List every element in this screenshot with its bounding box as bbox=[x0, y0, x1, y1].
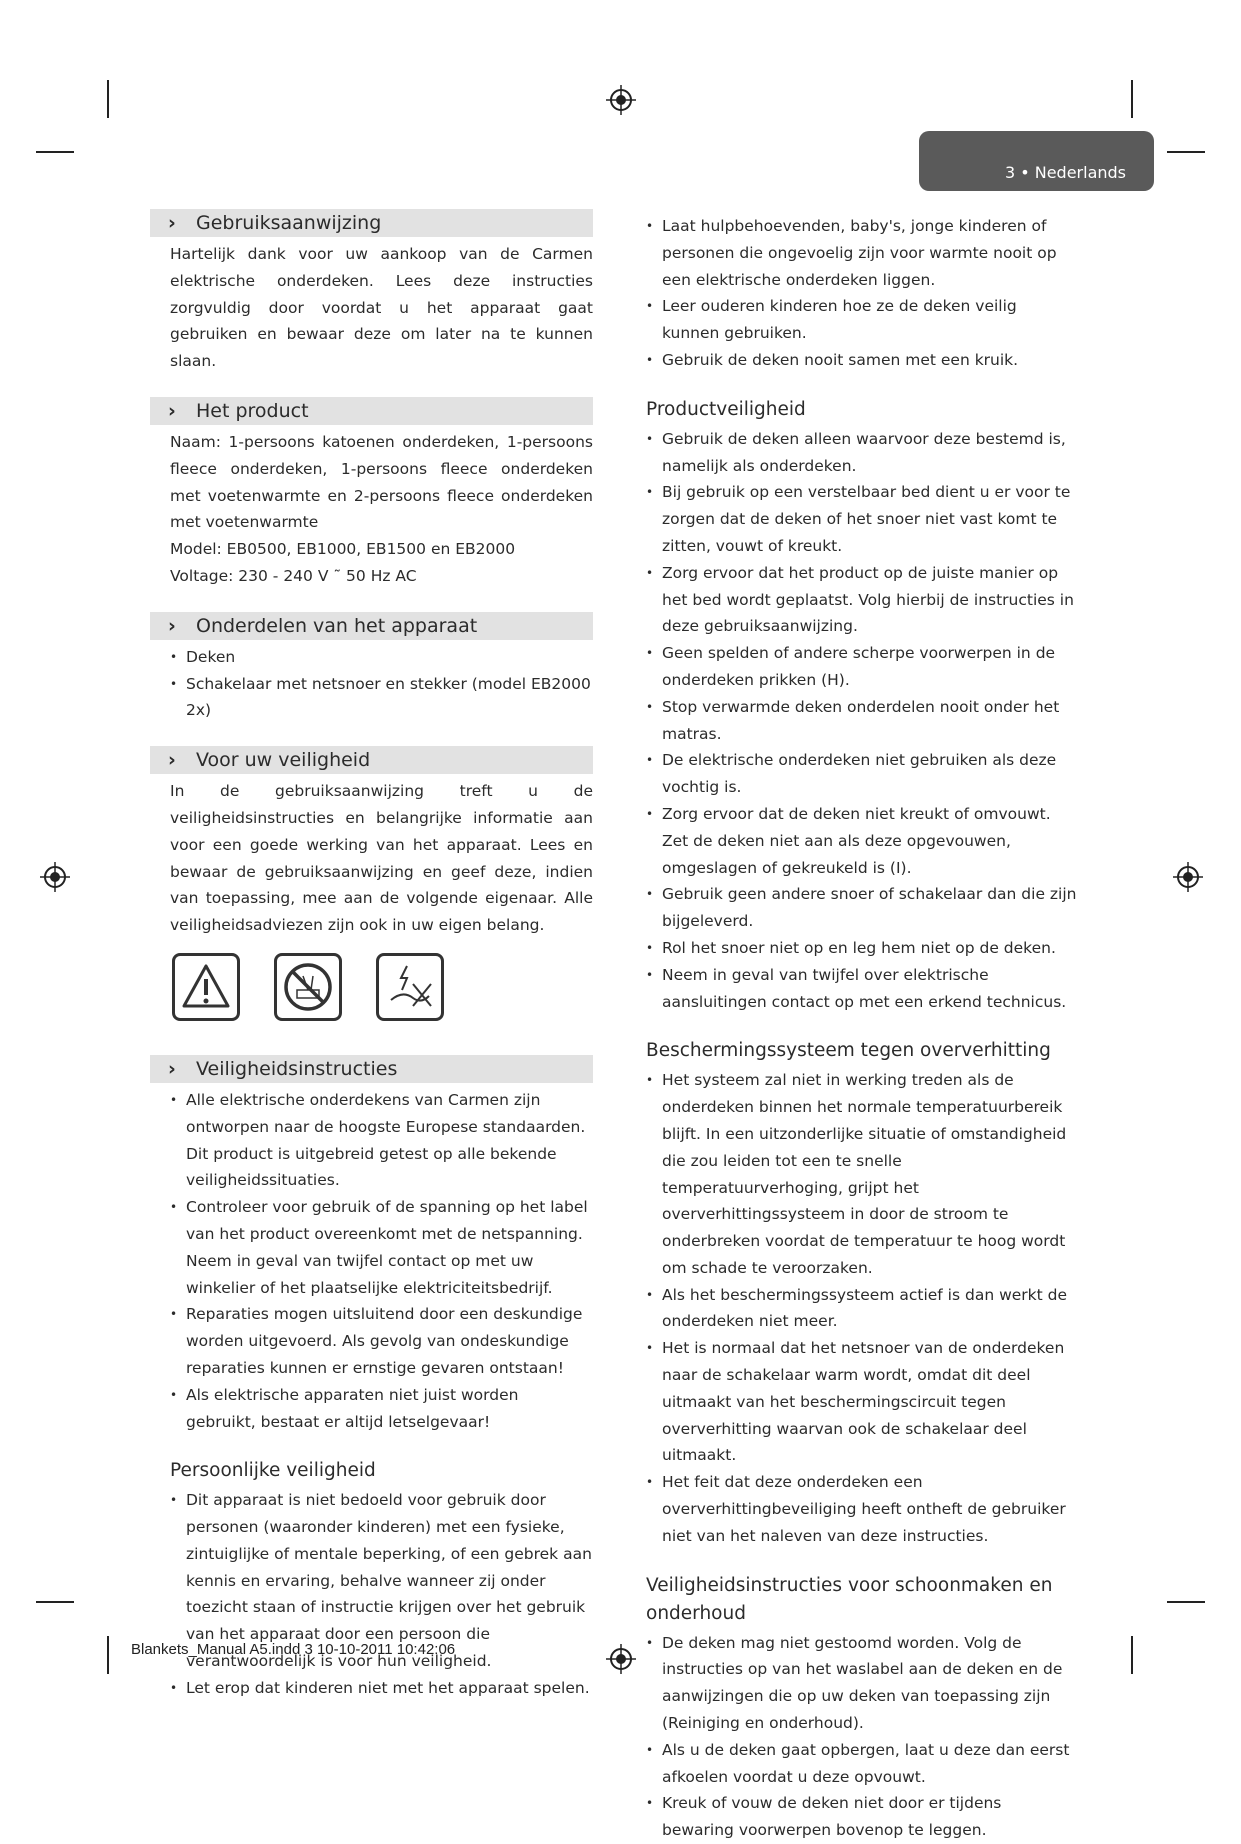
instructions-list bbox=[150, 1087, 593, 1435]
list-item: • Gebruik de deken alleen waarvoor deze bestemd is, namelijk als onderdeken. bbox=[646, 426, 1078, 480]
left-column bbox=[150, 209, 593, 1702]
list-item: • Het feit dat deze onderdeken een oververhittingbeveiliging heeft ontheft de gebruiker niet van het naleven van deze instructies. bbox=[646, 1469, 1078, 1549]
crop-mark bbox=[1167, 151, 1205, 153]
personal-safety-list bbox=[150, 1487, 593, 1701]
list-item: • Als elektrische apparaten niet juist worden gebruikt, bestaat er altijd letselgevaar! bbox=[170, 1382, 593, 1436]
registration-mark-icon bbox=[606, 85, 636, 115]
safety-text: In de gebruiksaanwijzing treft u de veiligheidsinstructies en belangrijke informatie aan voor een goede werking van het apparaat. Lees en bewaar de gebruiksaanwijzing en geef deze, indien van toepassing, mee aan de volgende eigenaar. Alle veiligheidsadviezen zijn ook in uw eigen belang. bbox=[170, 782, 593, 935]
crop-mark bbox=[1131, 1636, 1133, 1674]
warning-icons bbox=[172, 953, 593, 1033]
registration-mark-icon bbox=[606, 1644, 636, 1674]
cleaning-list bbox=[646, 1630, 1078, 1844]
list-item: • Deken bbox=[170, 644, 593, 671]
parts-list bbox=[150, 644, 593, 724]
right-column bbox=[646, 213, 1078, 1844]
list-item: • Leer ouderen kinderen hoe ze de deken veilig kunnen gebruiken. bbox=[646, 293, 1078, 347]
list-item: • Laat hulpbehoevenden, baby's, jonge kinderen of personen die ongevoelig zijn voor warmte nooit op een elektrische onderdeken liggen. bbox=[646, 213, 1078, 293]
chevron-right-icon: › bbox=[168, 212, 176, 234]
list-item: • Neem in geval van twijfel over elektrische aansluitingen contact op met een erkend technicus. bbox=[646, 962, 1078, 1016]
electric-shock-icon bbox=[376, 953, 444, 1021]
registration-mark-icon bbox=[1173, 862, 1203, 892]
warning-triangle-icon bbox=[172, 953, 240, 1021]
list-item: • Alle elektrische onderdekens van Carmen zijn ontworpen naar de hoogste Europese standaarden. Dit product is uitgebreid getest op alle bekende veiligheidssituaties. bbox=[170, 1087, 593, 1194]
crop-mark bbox=[107, 80, 109, 118]
crop-mark bbox=[107, 1636, 109, 1674]
page-number-label: 3 • Nederlands bbox=[1004, 163, 1126, 182]
subheading-cleaning: Veiligheidsinstructies voor schoonmaken en onderhoud bbox=[646, 1574, 1053, 1624]
list-item: • Zorg ervoor dat het product op de juiste manier op het bed wordt geplaatst. Volg hierbij de instructies in deze gebruiksaanwijzing. bbox=[646, 560, 1078, 640]
chevron-right-icon: › bbox=[168, 1057, 176, 1080]
list-item: • Controleer voor gebruik of de spanning op het label van het product overeenkomt met de netspanning. Neem in geval van twijfel contact op met uw winkelier of het plaatselijke elektriciteitsbedrijf. bbox=[170, 1194, 593, 1301]
chevron-right-icon: › bbox=[168, 614, 176, 637]
list-item: • Het systeem zal niet in werking treden als de onderdeken binnen het normale temperatuurbereik blijft. In een uitzonderlijke situatie of omstandigheid die zou leiden tot een te snelle temperatuurverhoging, grijpt het oververhittingssysteem in door de stroom te onderbreken voordat de temperatuur te hoog wordt om schade te veroorzaken. bbox=[646, 1067, 1078, 1281]
chevron-right-icon: › bbox=[168, 749, 176, 772]
list-item: • De elektrische onderdeken niet gebruiken als deze vochtig is. bbox=[646, 747, 1078, 801]
list-item: • Geen spelden of andere scherpe voorwerpen in de onderdeken prikken (H). bbox=[646, 640, 1078, 694]
chevron-right-icon: › bbox=[168, 399, 176, 422]
subheading-personal-safety: Persoonlijke veiligheid bbox=[170, 1460, 376, 1482]
overheat-list bbox=[646, 1067, 1078, 1549]
list-item: • Zorg ervoor dat de deken niet kreukt of omvouwt. Zet de deken niet aan als deze opgevouwen, omgeslagen of gekreukeld is (I). bbox=[646, 801, 1078, 881]
list-item: • Stop verwarmde deken onderdelen nooit onder het matras. bbox=[646, 694, 1078, 748]
list-item: • Let erop dat kinderen niet met het apparaat spelen. bbox=[170, 1675, 593, 1702]
product-model: Model: EB0500, EB1000, EB1500 en EB2000 bbox=[170, 540, 516, 559]
subheading-product-safety: Productveiligheid bbox=[646, 398, 806, 420]
list-item: • Rol het snoer niet op en leg hem niet op de deken. bbox=[646, 935, 1078, 962]
list-item: • Bij gebruik op een verstelbaar bed dient u er voor te zorgen dat de deken of het snoer niet vast komt te zitten, vouwt of kreukt. bbox=[646, 479, 1078, 559]
section-heading-parts: › Onderdelen van het apparaat bbox=[150, 612, 593, 640]
print-slug: Blankets_Manual A5.indd 3 10-10-2011 10:42:06 bbox=[131, 1641, 456, 1658]
list-item: • Gebruik geen andere snoer of schakelaar dan die zijn bijgeleverd. bbox=[646, 881, 1078, 935]
section-heading-safety: › Voor uw veiligheid bbox=[150, 746, 593, 774]
crop-mark bbox=[1131, 80, 1133, 118]
list-item: • Gebruik de deken nooit samen met een kruik. bbox=[646, 347, 1078, 374]
list-item: • Als u de deken gaat opbergen, laat u deze dan eerst afkoelen voordat u deze opvouwt. bbox=[646, 1737, 1078, 1791]
crop-mark bbox=[36, 151, 74, 153]
list-item: • Kreuk of vouw de deken niet door er tijdens bewaring voorwerpen bovenop te leggen. bbox=[646, 1790, 1078, 1844]
list-item: • Als het beschermingssysteem actief is dan werkt de onderdeken niet meer. bbox=[646, 1282, 1078, 1336]
crop-mark bbox=[36, 1601, 74, 1603]
product-voltage: Voltage: 230 - 240 V ˜ 50 Hz AC bbox=[170, 566, 417, 585]
section-heading-usage: › Gebruiksaanwijzing bbox=[150, 209, 593, 237]
subheading-overheat-protection: Beschermingssysteem tegen oververhitting bbox=[646, 1040, 1051, 1062]
no-pins-icon bbox=[274, 953, 342, 1021]
page-number-tab bbox=[919, 131, 1154, 191]
section-heading-instructions: › Veiligheidsinstructies bbox=[150, 1055, 593, 1083]
product-safety-list bbox=[646, 426, 1078, 1016]
list-item: • Dit apparaat is niet bedoeld voor gebruik door personen (waaronder kinderen) met een fysieke, zintuiglijke of mentale beperking, of een gebrek aan kennis en ervaring, behalve wanneer zij onder toezicht staan of instructie krijgen over het gebruik van het apparaat door een persoon die verantwoordelijk is voor hun veiligheid. bbox=[170, 1487, 593, 1675]
registration-mark-icon bbox=[40, 862, 70, 892]
section-heading-product: › Het product bbox=[150, 397, 593, 425]
list-item: • Schakelaar met netsnoer en stekker (model EB2000 2x) bbox=[170, 671, 593, 725]
list-item: • Reparaties mogen uitsluitend door een deskundige worden uitgevoerd. Als gevolg van ondeskundige reparaties kunnen er ernstige gevaren ontstaan! bbox=[170, 1301, 593, 1381]
product-name: Naam: 1-persoons katoenen onderdeken, 1-persoons fleece onderdeken, 1-persoons fleece onderdeken met voetenwarmte en 2-persoons fleece onderdeken met voetenwarmte bbox=[170, 432, 593, 532]
crop-mark bbox=[1167, 1601, 1205, 1603]
usage-text: Hartelijk dank voor uw aankoop van de Carmen elektrische onderdeken. Lees deze instructies zorgvuldig door voordat u het apparaat gaat gebruiken en bewaar deze om later na te kunnen slaan. bbox=[170, 245, 593, 371]
list-item: • De deken mag niet gestoomd worden. Volg de instructies op van het waslabel aan de deken en de aanwijzingen die op uw deken van toepassing zijn (Reiniging en onderhoud). bbox=[646, 1630, 1078, 1737]
top-list bbox=[646, 213, 1078, 374]
list-item: • Het is normaal dat het netsnoer van de onderdeken naar de schakelaar warm wordt, omdat dit deel uitmaakt van het beschermingscircuit tegen oververhitting waarvan ook de schakelaar deel uitmaakt. bbox=[646, 1335, 1078, 1469]
